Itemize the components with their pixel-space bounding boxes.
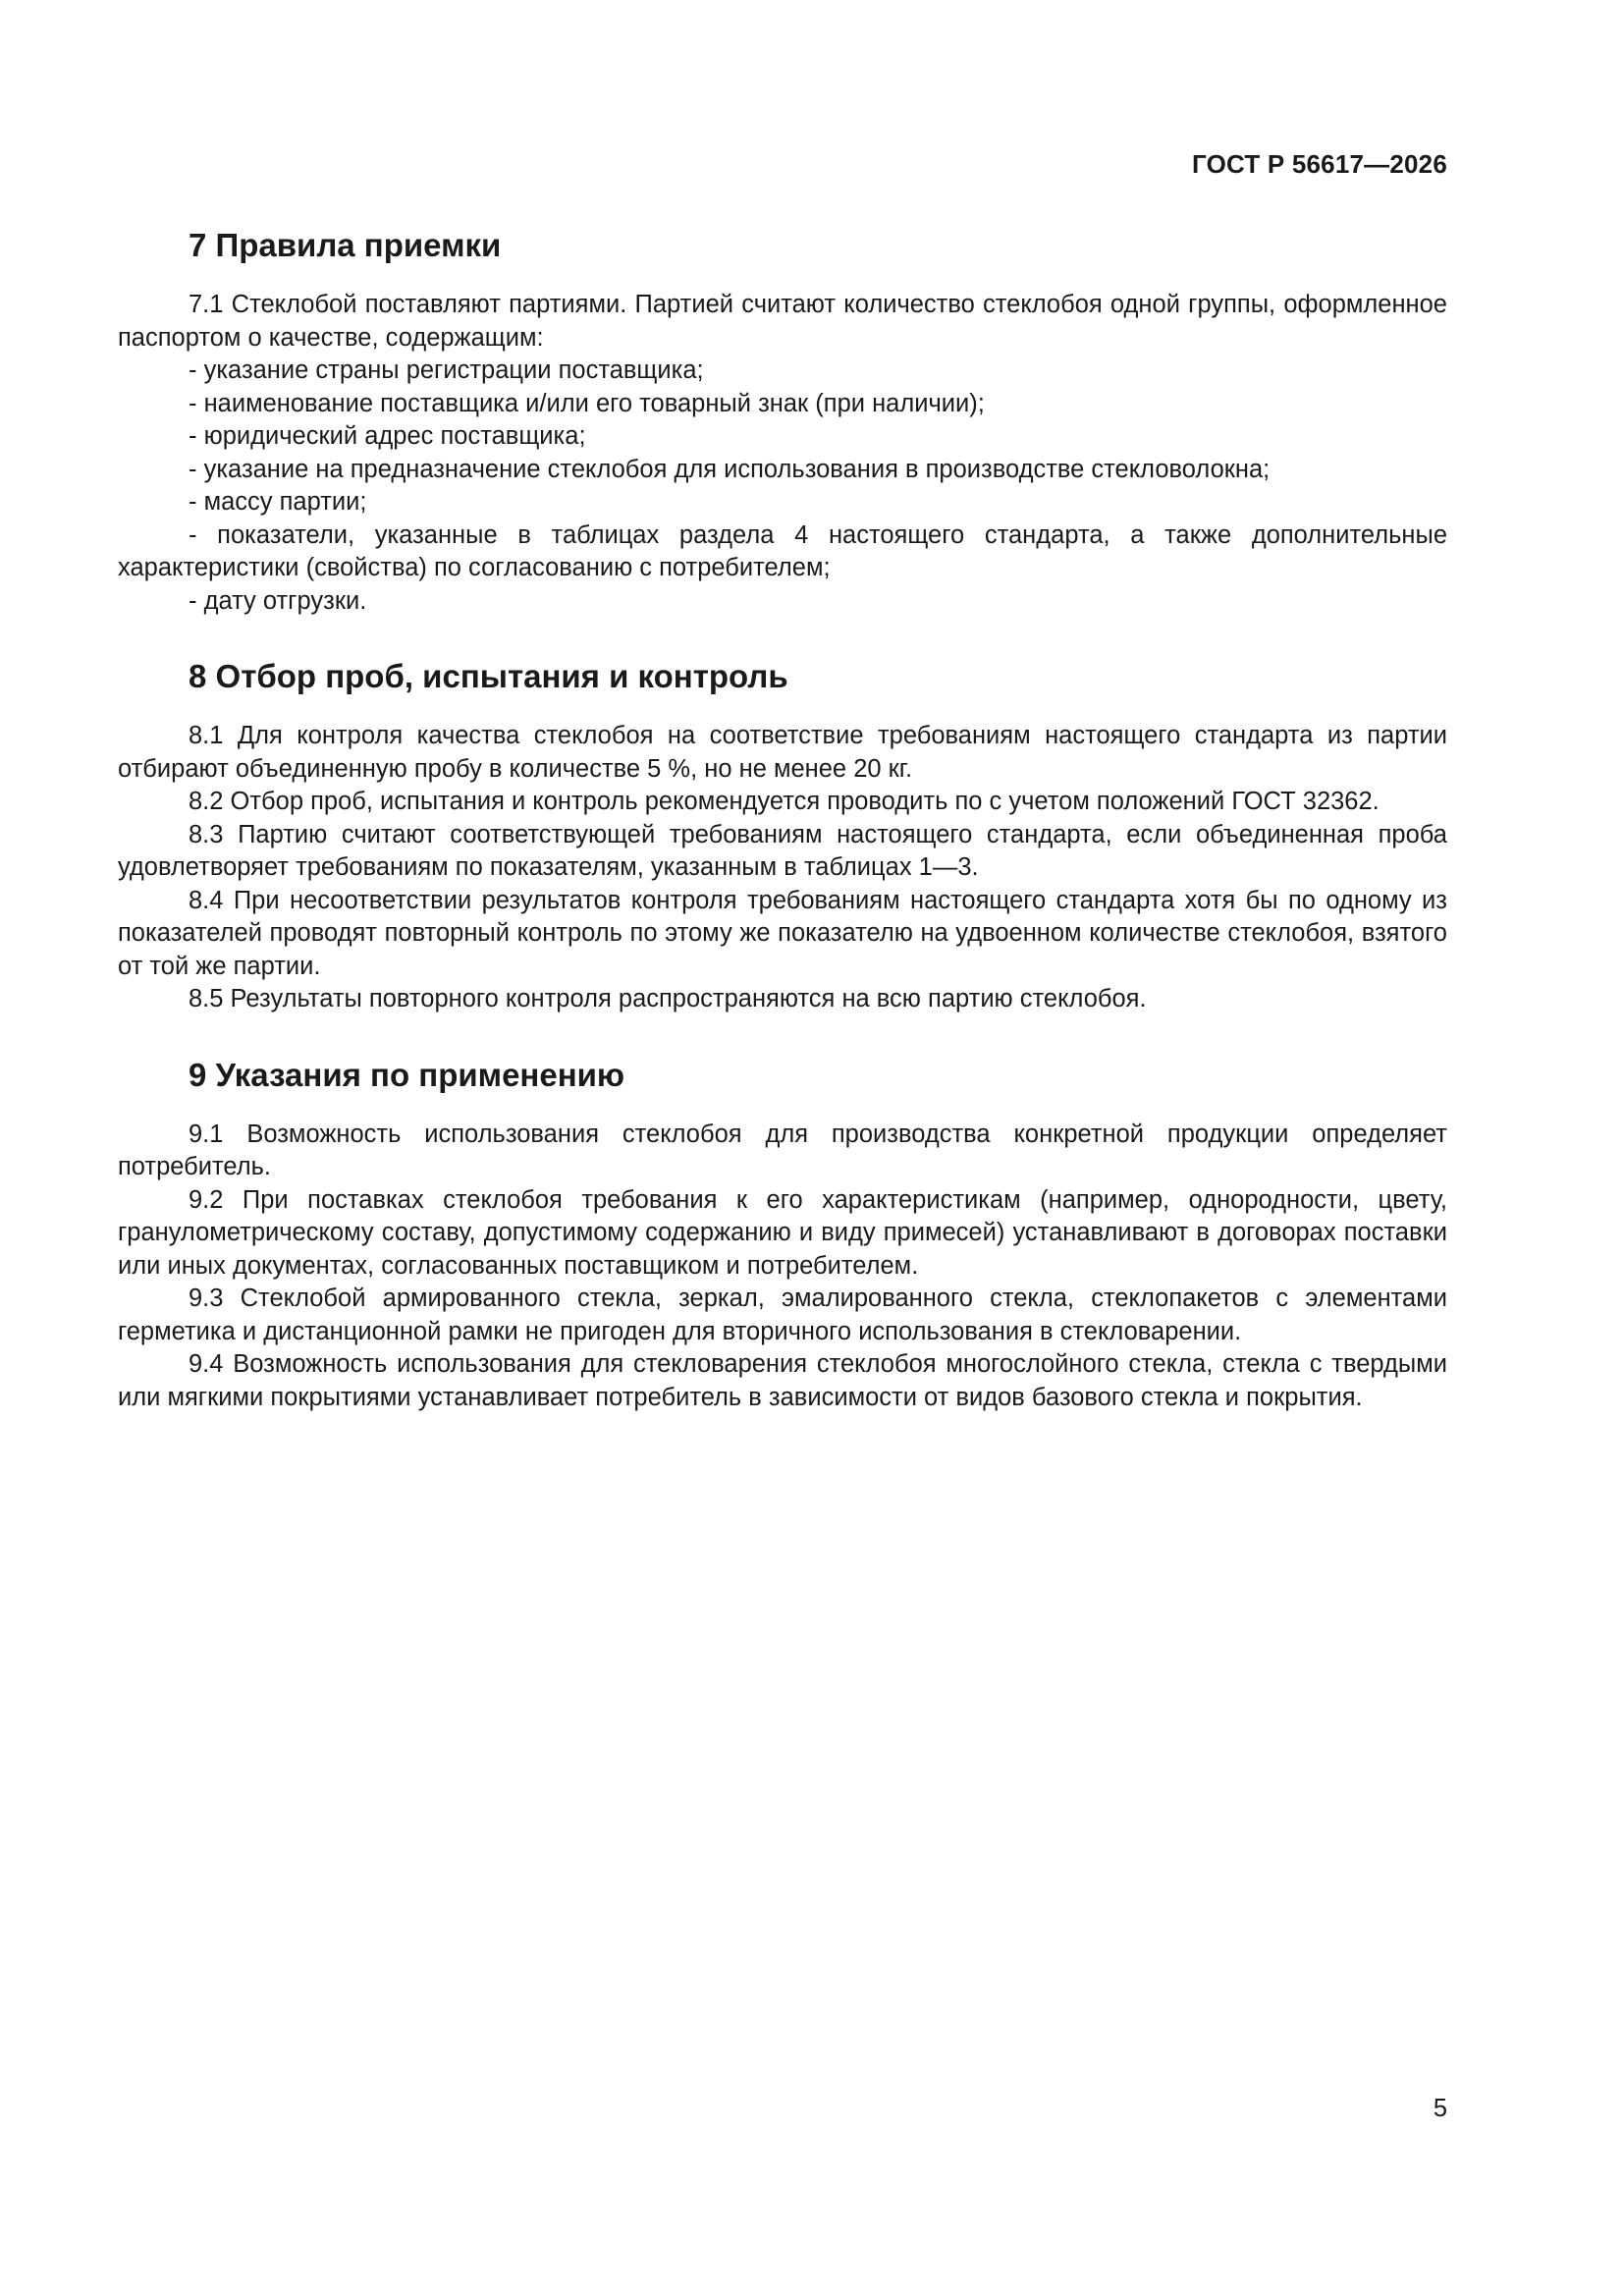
- paragraph-8-2: 8.2 Отбор проб, испытания и контроль рекомендуется проводить по с учетом положений ГОСТ 32362.: [189, 788, 1380, 815]
- list-item: - показатели, указанные в таблицах раздела 4 настоящего стандарта, а также дополнительные характеристики (свойства) по согласованию с потребителем;: [118, 520, 1447, 581]
- paragraph-8-5: 8.5 Результаты повторного контроля распространяются на всю партию стеклобоя.: [189, 985, 1147, 1012]
- section-8-sampling-testing: [118, 655, 1447, 1016]
- list-item: - указание на предназначение стеклобоя для использования в производстве стекловолокна;: [189, 455, 1271, 483]
- list-item: - указание страны регистрации поставщика;: [189, 356, 704, 384]
- passport-contents-list: [118, 355, 1447, 618]
- paragraph-8-1: 8.1 Для контроля качества стеклобоя на соответствие требованиям настоящего стандарта из партии отбирают объединенную пробу в количестве 5 %, но не менее 20 кг.: [118, 722, 1447, 783]
- section-heading: 9 Указания по применению: [189, 1056, 625, 1093]
- section-7-acceptance-rules: [118, 224, 1447, 618]
- section-heading: 8 Отбор проб, испытания и контроль: [189, 658, 788, 694]
- paragraph-9-2: 9.2 При поставках стеклобоя требования к его характеристикам (например, однородности, цвету, гранулометрическому составу, допустимому содержанию и виду примесей) устанавливают в договорах поставки или иных документах, согласованных поставщиком и потребителем.: [118, 1185, 1447, 1280]
- paragraph-9-4: 9.4 Возможность использования для стекловарения стеклобоя многослойного стекла, стекла с твердыми или мягкими покрытиями устанавливает потребитель в зависимости от видов базового стекла и покрытия.: [118, 1350, 1447, 1411]
- document-body: [118, 224, 1447, 1414]
- section-heading: 7 Правила приемки: [189, 227, 502, 263]
- paragraph-8-3: 8.3 Партию считают соответствующей требованиям настоящего стандарта, если объединенная проба удовлетворяет требованиям по показателям, указанным в таблицах 1—3.: [118, 820, 1447, 881]
- list-item: - дату отгрузки.: [189, 586, 367, 615]
- paragraph-7-1: 7.1 Стеклобой поставляют партиями. Партией считают количество стеклобоя одной группы, оформленное паспортом о качестве, содержащим:: [118, 291, 1447, 352]
- list-item: - массу партии;: [189, 488, 367, 516]
- list-item: - юридический адрес поставщика;: [189, 422, 586, 450]
- paragraph-9-3: 9.3 Стеклобой армированного стекла, зеркал, эмалированного стекла, стеклопакетов с элементами герметика и дистанционной рамки не пригоден для вторичного использования в стекловарении.: [118, 1285, 1447, 1345]
- section-9-application-notes: [118, 1054, 1447, 1415]
- paragraph-9-1: 9.1 Возможность использования стеклобоя для производства конкретной продукции определяет потребитель.: [118, 1120, 1447, 1180]
- list-item: - наименование поставщика и/или его товарный знак (при наличии);: [189, 389, 985, 417]
- document-id-header: ГОСТ Р 56617—2026: [1192, 149, 1447, 179]
- paragraph-8-4: 8.4 При несоответствии результатов контроля требованиям настоящего стандарта хотя бы по одному из показателей проводят повторный контроль по этому же показателю на удвоенном количестве стеклобоя, взятого от той же партии.: [118, 886, 1447, 980]
- page-number: 5: [1433, 2095, 1447, 2122]
